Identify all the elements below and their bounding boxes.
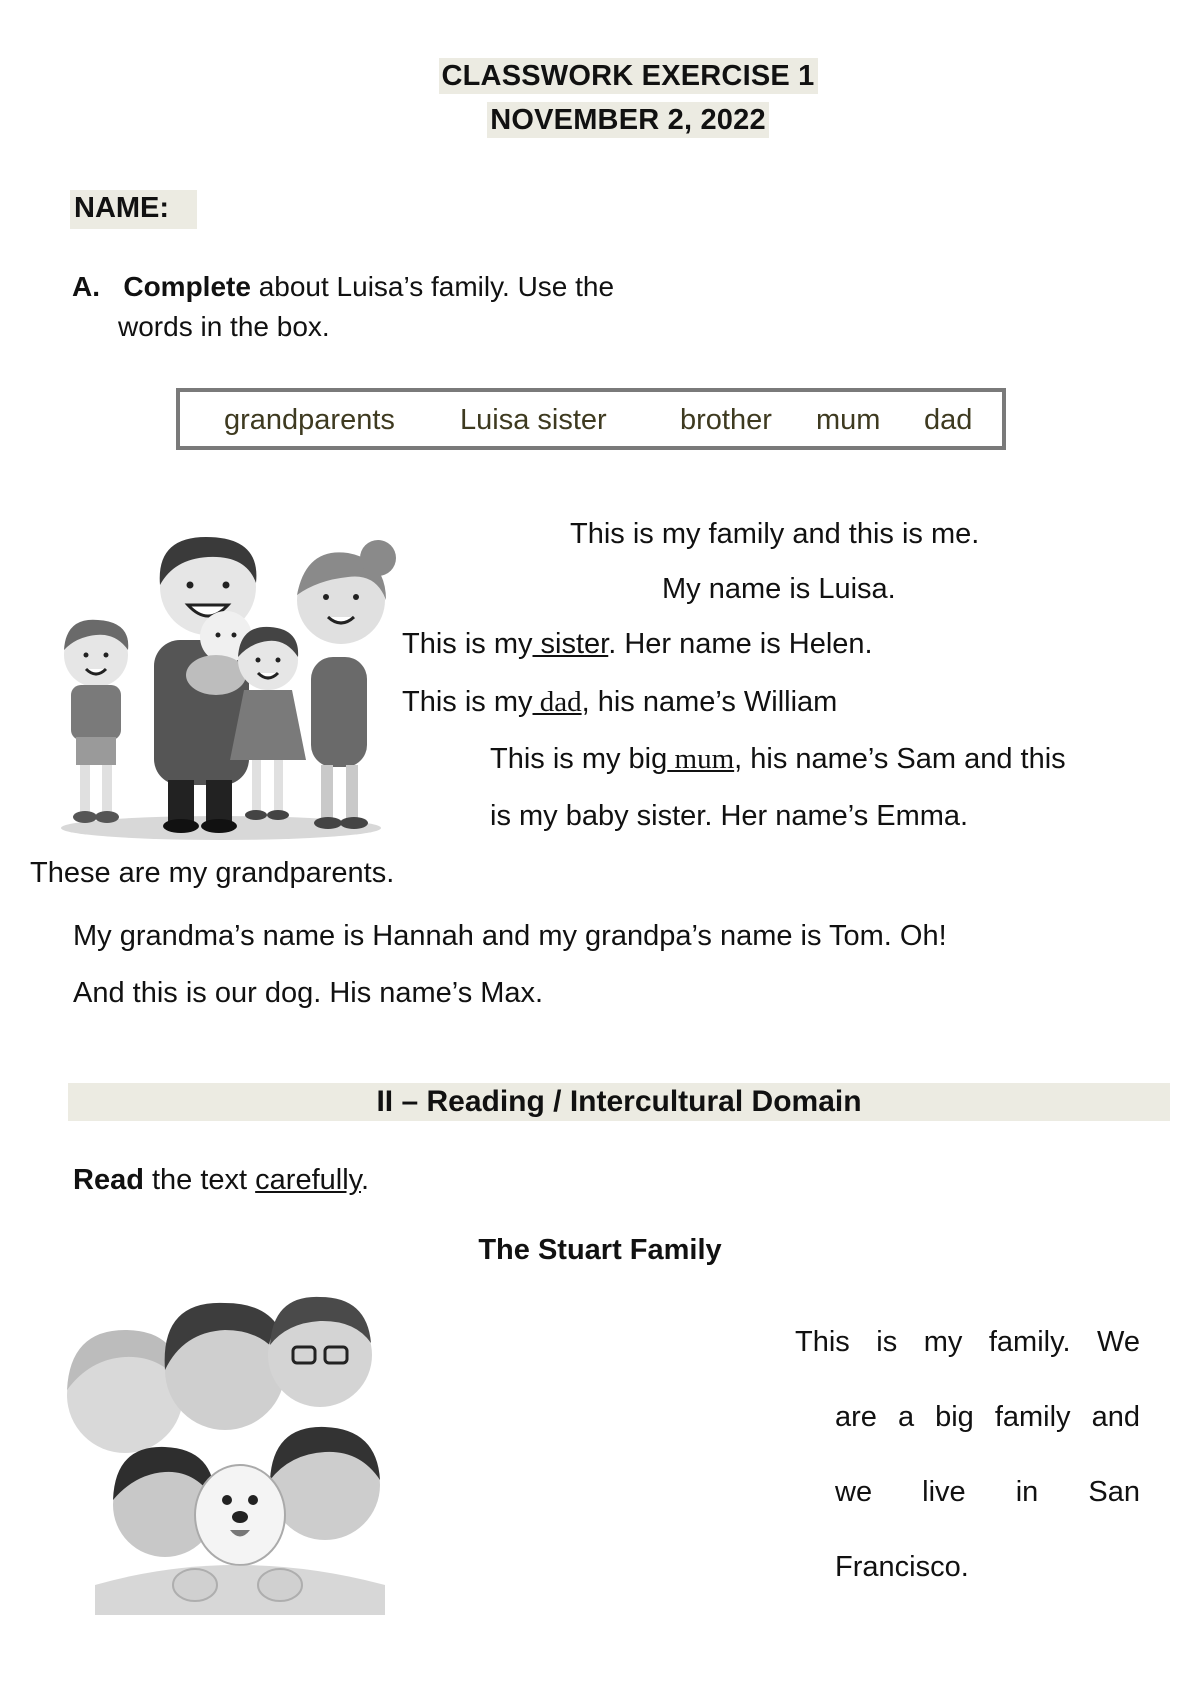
page-date: NOVEMBER 2, 2022 [0,104,1200,137]
passage-line: My name is Luisa. [662,573,896,605]
story-line: we live in San [835,1476,1140,1508]
filled-blank: sister [532,628,609,660]
word-box-item: Luisa sister [460,404,607,436]
page-title: CLASSWORK EXERCISE 1 [0,60,1200,93]
word-box-item: grandparents [224,404,395,436]
story-line: are a big family and [835,1401,1140,1433]
passage-line: is my baby sister. Her name’s Emma. [490,800,969,832]
section-ii-heading: II – Reading / Intercultural Domain [68,1083,1170,1121]
passage-line: This is my big mum, his name’s Sam and this [490,743,1066,775]
family-hug-dog-illustration [55,1285,415,1620]
word-box-item: brother [680,404,772,436]
name-label: NAME: [70,190,197,229]
family-cartoon-illustration [56,525,396,845]
filled-blank: dad [532,686,582,718]
story-line: This is my family. We [795,1326,1140,1358]
filled-blank: mum [667,743,735,775]
passage-line: These are my grandparents. [30,857,395,889]
word-box-item: dad [924,404,973,436]
section-a-instruction: A. Complete about Luisa’s family. Use the words in the box. [72,271,615,342]
passage-line: This is my family and this is me. [570,518,980,550]
story-title: The Stuart Family [478,1234,722,1266]
passage-line: My grandma’s name is Hannah and my grandpa’s name is Tom. Oh! [73,920,947,952]
passage-line: This is my sister. Her name is Helen. [402,628,873,660]
word-box-item: mum [816,404,881,436]
passage-line: This is my dad, his name’s William [402,686,838,718]
word-box [176,388,1006,450]
reading-instruction: Read the text carefully. [73,1164,370,1196]
passage-line: And this is our dog. His name’s Max. [73,977,544,1009]
story-line: Francisco. [835,1551,969,1583]
